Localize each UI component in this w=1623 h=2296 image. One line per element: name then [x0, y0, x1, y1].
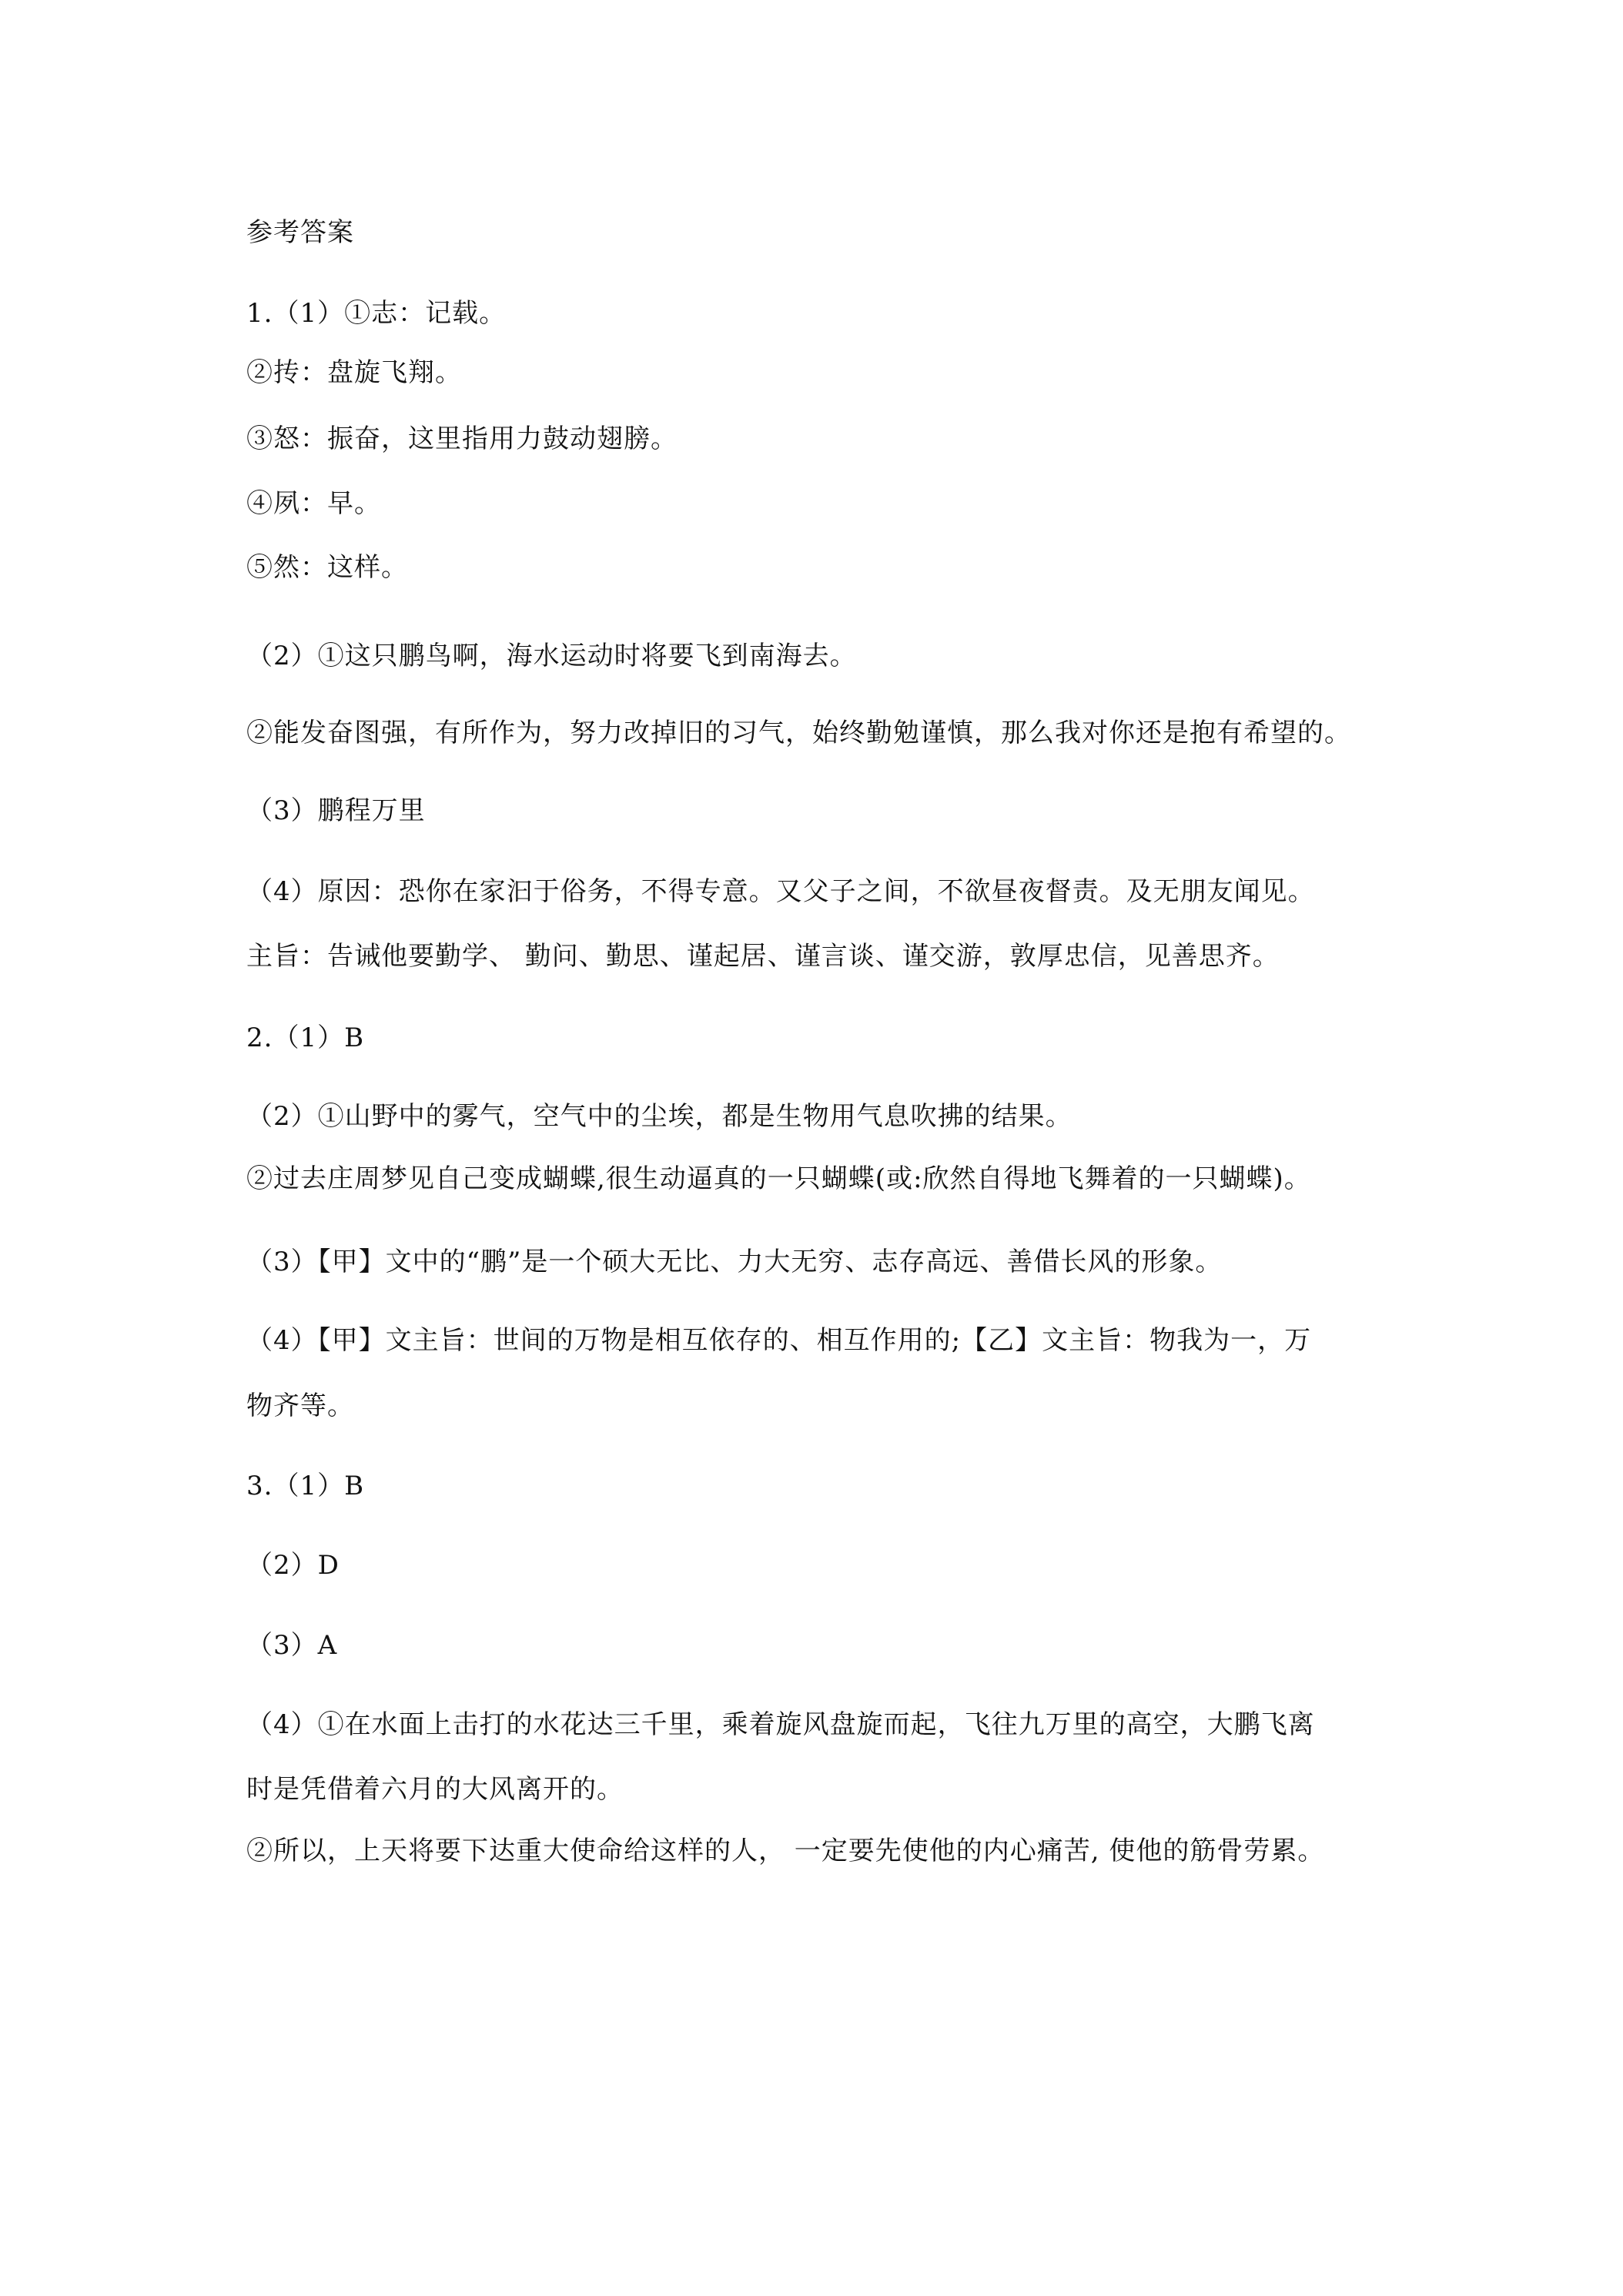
answer-1-1-5: ⑤然：这样。: [246, 552, 408, 583]
answer-1-3: （3）鹏程万里: [246, 795, 426, 826]
answer-1-4-theme: 主旨：告诫他要勤学、 勤问、勤思、谨起居、谨言谈、谨交游，敦厚忠信，见善思齐。: [246, 941, 1280, 972]
answer-1-1-3: ③怒：振奋，这里指用力鼓动翅膀。: [246, 423, 678, 454]
answer-1-4-reason: （4）原因：恐你在家汩于俗务，不得专意。又父子之间，不欲昼夜督责。及无朋友闻见。: [246, 876, 1315, 907]
answer-1-1-4: ④夙：早。: [246, 488, 381, 519]
answer-3-1: 3.（1）B: [246, 1471, 365, 1501]
answer-1-2-1: （2）①这只鹏鸟啊，海水运动时将要飞到南海去。: [246, 641, 857, 671]
answer-1-1-1: 1.（1）①志：记载。: [246, 298, 507, 329]
answer-2-2-1: （2）①山野中的雾气，空气中的尘埃，都是生物用气息吹拂的结果。: [246, 1101, 1073, 1132]
answer-2-1: 2.（1）B: [246, 1022, 365, 1053]
page-title: 参考答案: [246, 217, 354, 248]
answer-3-3: （3）A: [246, 1630, 338, 1661]
answer-3-4-line1: （4）①在水面上击打的水花达三千里，乘着旋风盘旋而起，飞往九万里的高空，大鹏飞离: [246, 1709, 1315, 1740]
answer-3-2: （2）D: [246, 1550, 340, 1581]
answer-3-4-line2: 时是凭借着六月的大风离开的。: [246, 1774, 624, 1805]
answer-2-4-line2: 物齐等。: [246, 1391, 354, 1421]
answer-3-4-line3: ②所以，上天将要下达重大使命给这样的人， 一定要先使他的内心痛苦, 使他的筋骨劳累。: [246, 1836, 1325, 1866]
answer-1-2-2: ②能发奋图强，有所作为，努力改掉旧的习气，始终勤勉谨慎，那么我对你还是抱有希望的。: [246, 718, 1351, 748]
answer-2-4-line1: （4）【甲】文主旨：世间的万物是相互依存的、相互作用的;【乙】文主旨：物我为一，万: [246, 1325, 1312, 1356]
answer-1-1-2: ②抟：盘旋飞翔。: [246, 357, 462, 388]
answer-2-3: （3）【甲】文中的“鹏”是一个硕大无比、力大无穷、志存高远、善借长风的形象。: [246, 1247, 1223, 1277]
answer-2-2-2: ②过去庄周梦见自己变成蝴蝶,很生动逼真的一只蝴蝶(或:欣然自得地飞舞着的一只蝴蝶)。: [246, 1163, 1311, 1194]
